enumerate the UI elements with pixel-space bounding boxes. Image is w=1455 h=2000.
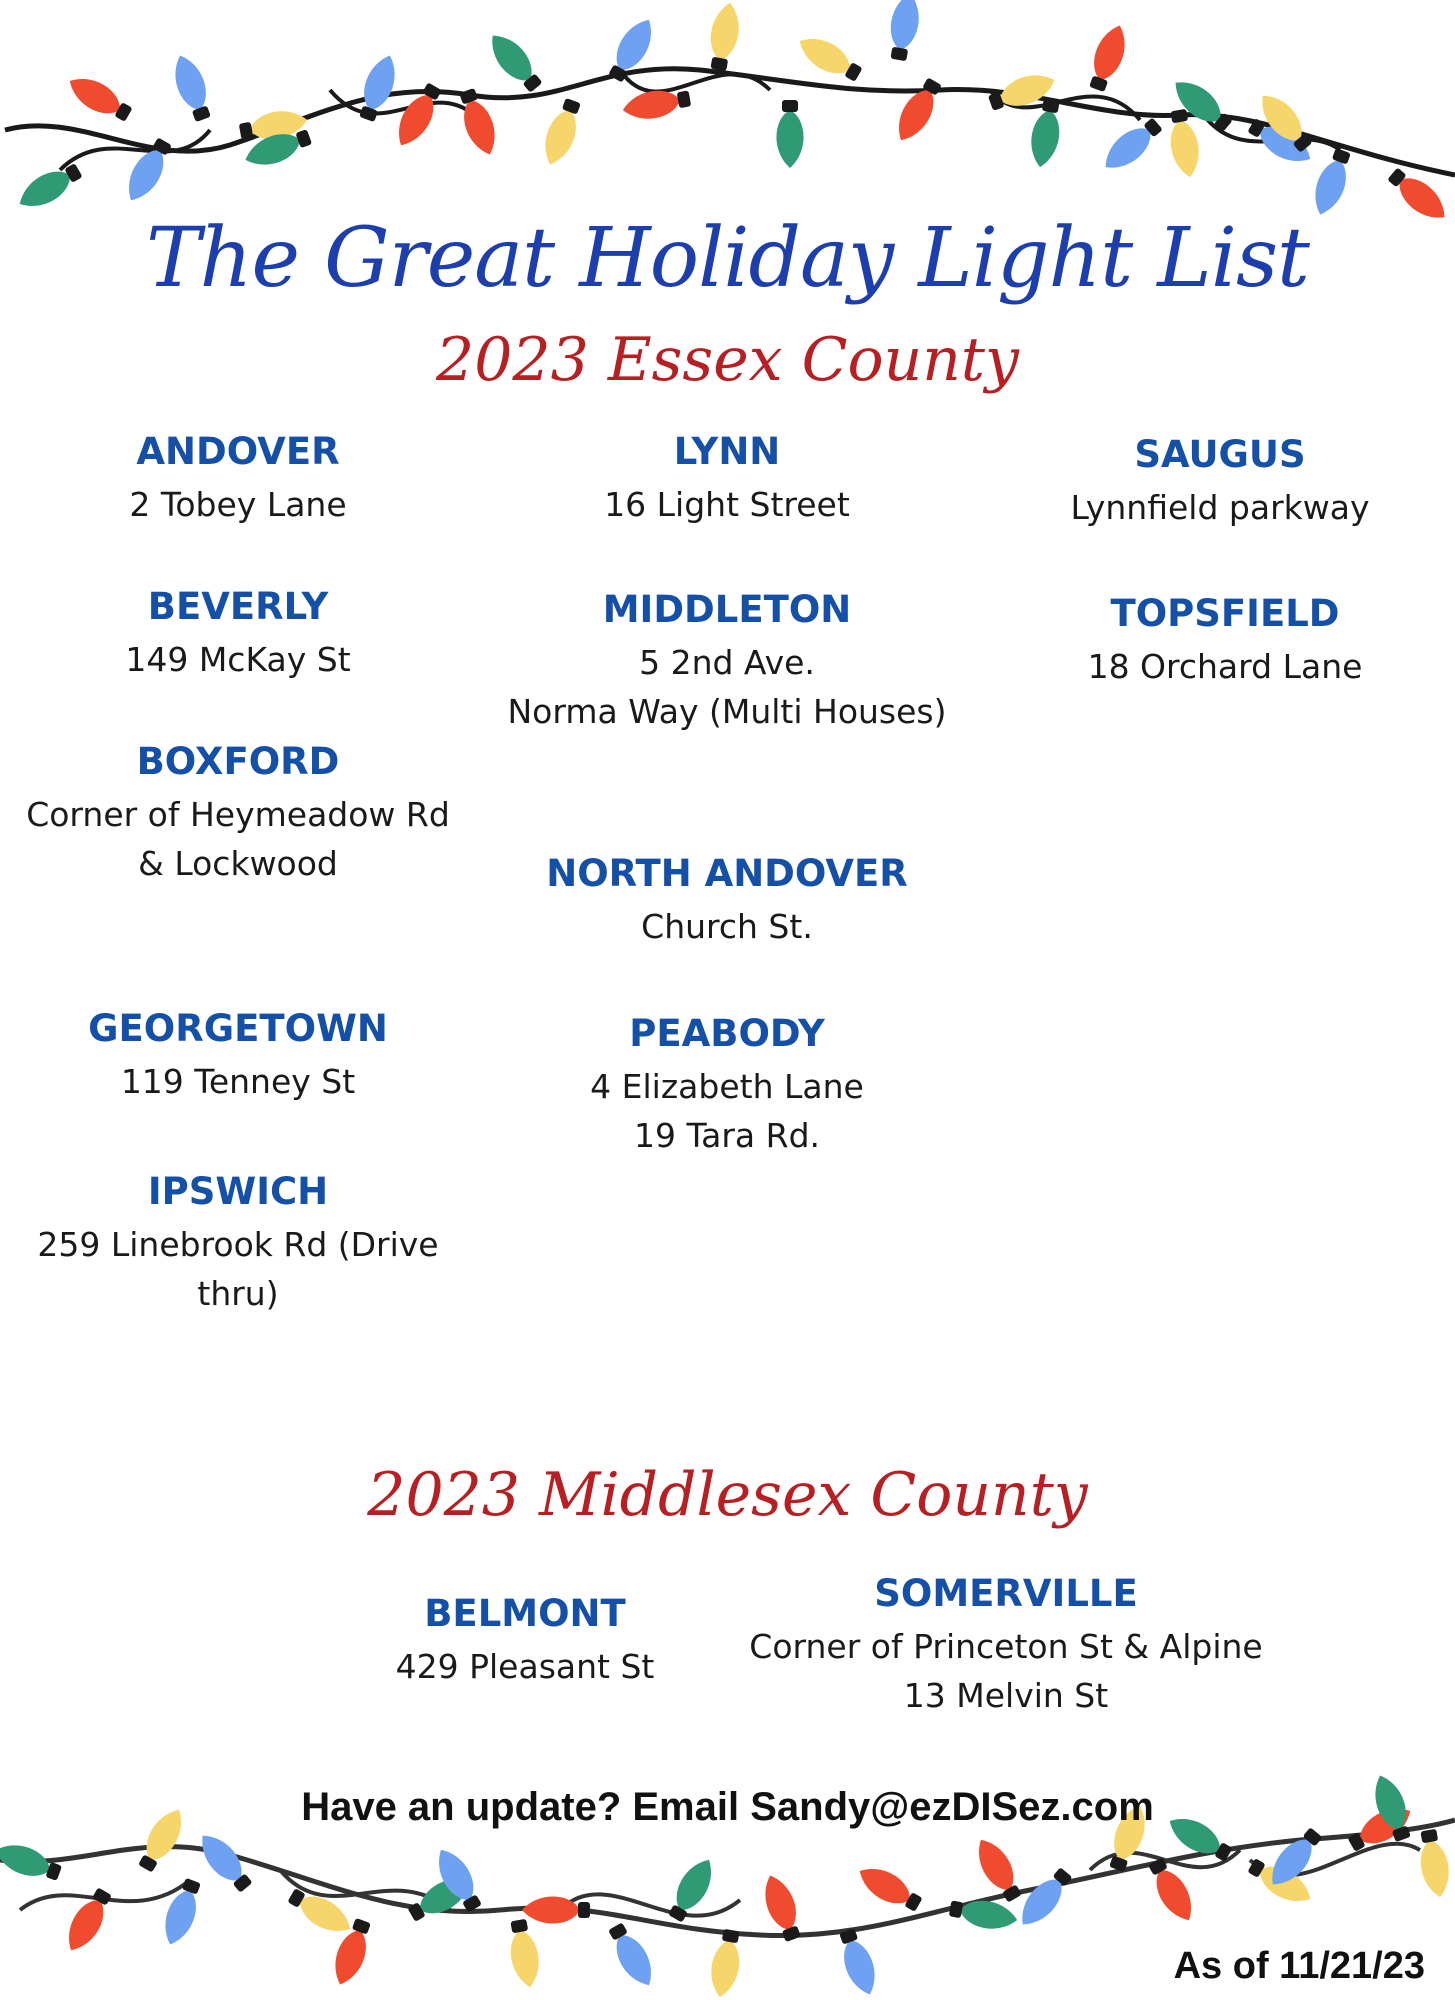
address-line: & Lockwood: [138, 844, 338, 884]
address-line: Corner of Princeton St & Alpine: [749, 1627, 1263, 1667]
address-line: Lynnfield parkway: [1070, 488, 1370, 528]
entry-north-andover: [497, 852, 957, 951]
entry-belmont: [295, 1592, 755, 1691]
entry-boxford: [8, 740, 468, 888]
address-line: Church St.: [641, 907, 813, 947]
light-bulb-icon: [1097, 113, 1166, 177]
entry-beverly: [8, 585, 468, 684]
address-line: 18 Orchard Lane: [1087, 647, 1363, 687]
light-bulb-icon: [889, 75, 946, 147]
entry-ipswich: [18, 1170, 458, 1318]
light-bulb-icon: [63, 69, 135, 126]
address-line: 19 Tara Rd.: [633, 1116, 821, 1156]
light-bulb-icon: [707, 1928, 745, 2000]
light-bulb-icon: [13, 158, 85, 215]
light-bulb-icon: [834, 1926, 883, 1999]
light-bulb-icon: [1415, 1828, 1453, 1900]
light-bulb-icon: [793, 29, 865, 86]
page-title: The Great Holiday Light List: [145, 211, 1310, 306]
entry-somerville: [716, 1572, 1296, 1720]
town-name: LYNN: [673, 430, 781, 473]
entry-saugus: [990, 433, 1450, 532]
light-bulb-icon: [603, 1920, 660, 1992]
essex-county-heading: 2023 Essex County: [436, 325, 1019, 395]
address-line: Norma Way (Multi Houses): [507, 692, 947, 732]
light-bulb-icon: [505, 1918, 543, 1990]
light-bulb-icon: [1084, 21, 1133, 94]
town-name: IPSWICH: [147, 1170, 329, 1213]
entry-middleton: [497, 588, 957, 736]
light-bulb-icon: [1165, 108, 1203, 180]
light-bulb-icon: [885, 0, 923, 62]
address-line: 2 Tobey Lane: [129, 485, 347, 525]
light-bulb-icon: [167, 51, 216, 124]
light-bulb-icon: [1012, 1864, 1076, 1933]
entry-topsfield: [995, 592, 1455, 691]
address-line: 259 Linebrook Rd (Drive thru): [37, 1225, 439, 1314]
entry-andover: [8, 430, 468, 529]
address-line: 149 McKay St: [125, 640, 351, 680]
town-name: NORTH ANDOVER: [546, 852, 908, 895]
light-bulb-icon: [482, 27, 546, 96]
address-line: 429 Pleasant St: [395, 1647, 655, 1687]
light-bulb-icon: [1307, 146, 1356, 219]
light-bulb-icon: [705, 1, 743, 73]
address-line: 4 Elizabeth Lane: [590, 1067, 864, 1107]
address-line: 16 Light Street: [604, 485, 850, 525]
entry-peabody: [497, 1012, 957, 1160]
town-name: BELMONT: [424, 1592, 626, 1635]
town-name: GEORGETOWN: [88, 1007, 388, 1050]
town-name: BEVERLY: [147, 585, 329, 628]
entry-georgetown: [8, 1007, 468, 1106]
middlesex-county-heading: 2023 Middlesex County: [367, 1460, 1088, 1530]
address-line: Corner of Heymeadow Rd: [26, 795, 450, 835]
update-email-text: Have an update? Email Sandy@ezDISez.com: [301, 1785, 1154, 1829]
light-bulb-icon: [776, 100, 803, 168]
light-bulb-icon: [853, 1859, 925, 1916]
light-bulb-icon: [537, 96, 586, 169]
town-name: MIDDLETON: [602, 588, 852, 631]
address-line: 119 Tenney St: [120, 1062, 356, 1102]
town-name: TOPSFIELD: [1110, 592, 1340, 635]
as-of-date: As of 11/21/23: [1173, 1945, 1425, 1987]
town-name: ANDOVER: [136, 430, 340, 473]
town-name: SAUGUS: [1134, 433, 1306, 476]
entry-lynn: [497, 430, 957, 529]
address-line: 13 Melvin St: [903, 1676, 1109, 1716]
town-name: PEABODY: [629, 1012, 825, 1055]
town-name: SOMERVILLE: [874, 1572, 1138, 1615]
light-bulb-icon: [522, 1896, 590, 1923]
town-name: BOXFORD: [136, 740, 340, 783]
address-line: 5 2nd Ave.: [639, 643, 815, 683]
